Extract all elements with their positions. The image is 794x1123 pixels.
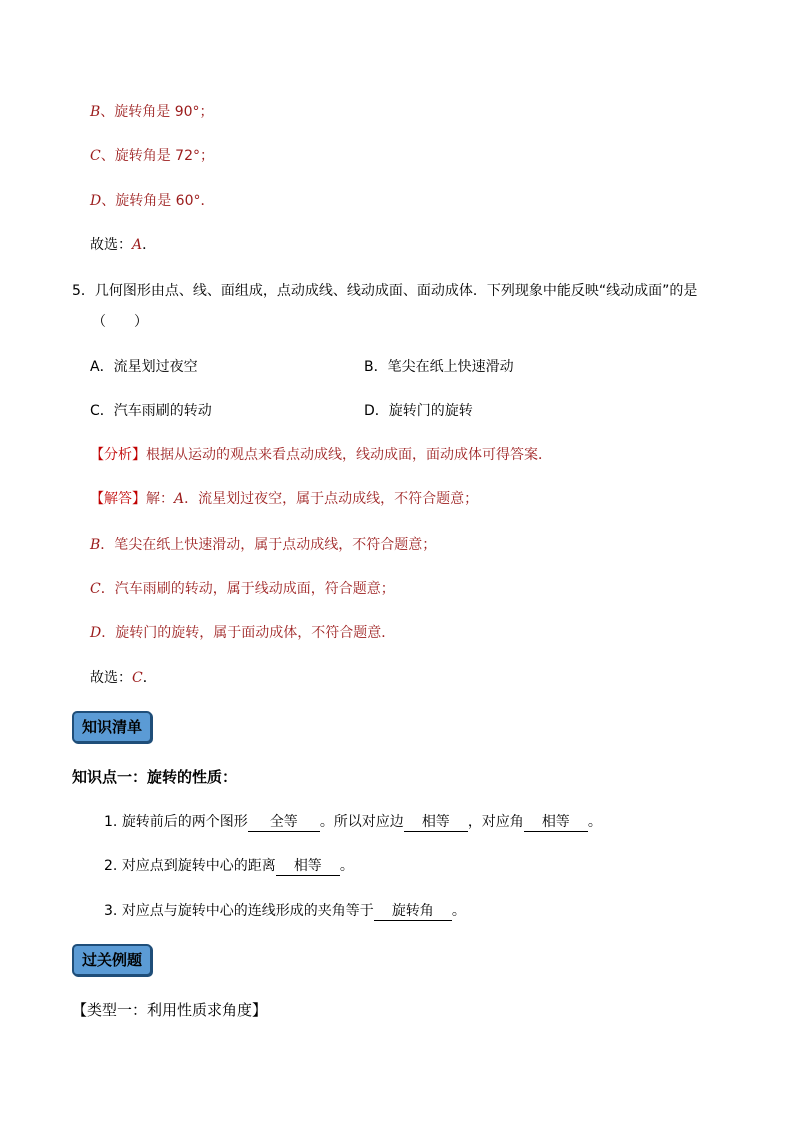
blank-4: 相等 (276, 857, 340, 876)
prev-answer-b: B、旋转角是 90°； (90, 104, 214, 120)
blank-3: 相等 (524, 813, 588, 832)
blank-2: 相等 (404, 813, 468, 832)
knowledge-list-badge: 知识清单 (72, 711, 152, 743)
answer-line-a: 【解答】解：A．流星划过夜空，属于点动成线，不符合题意； (90, 491, 479, 507)
option-c: C．汽车雨刷的转动 (90, 403, 212, 419)
prev-answer-d: D、旋转角是 60°． (90, 193, 215, 209)
prev-final-choice: 故选：A． (90, 237, 157, 253)
knowledge-item-1: 1. 旋转前后的两个图形 全等 。所以对应边 相等 ，对应角 相等 。 (104, 814, 602, 830)
option-d: D．旋转门的旋转 (364, 403, 473, 419)
blank-5: 旋转角 (374, 902, 452, 921)
analysis: 【分析】根据从运动的观点来看点动成线，线动成面，面动成体可得答案． (90, 447, 552, 463)
option-a: A．流星划过夜空 (90, 359, 198, 375)
prev-answer-c: C、旋转角是 72°； (90, 148, 214, 164)
knowledge-item-2: 2. 对应点到旋转中心的距离 相等 。 (104, 858, 354, 874)
knowledge-item-3: 3. 对应点与旋转中心的连线形成的夹角等于 旋转角 。 (104, 903, 466, 919)
knowledge-point-title: 知识点一：旋转的性质： (72, 768, 238, 786)
blank-1: 全等 (248, 813, 320, 832)
type-one-heading: 【类型一：利用性质求角度】 (72, 1001, 268, 1019)
option-b: B．笔尖在纸上快速滑动 (364, 359, 514, 375)
answer-line-b: B．笔尖在纸上快速滑动，属于点动成线，不符合题意； (90, 537, 437, 553)
answer-line-d: D．旋转门的旋转，属于面动成体，不符合题意． (90, 625, 396, 641)
answer-line-c: C．汽车雨刷的转动，属于线动成面，符合题意； (90, 581, 395, 597)
final-choice: 故选：C． (90, 670, 157, 686)
examples-badge: 过关例题 (72, 944, 152, 976)
question-5-paren: （ ） (92, 314, 148, 330)
question-5-stem: 5．几何图形由点、线、面组成，点动成线、线动成面、面动成体．下列现象中能反映“线动成面”的是 (72, 283, 698, 299)
